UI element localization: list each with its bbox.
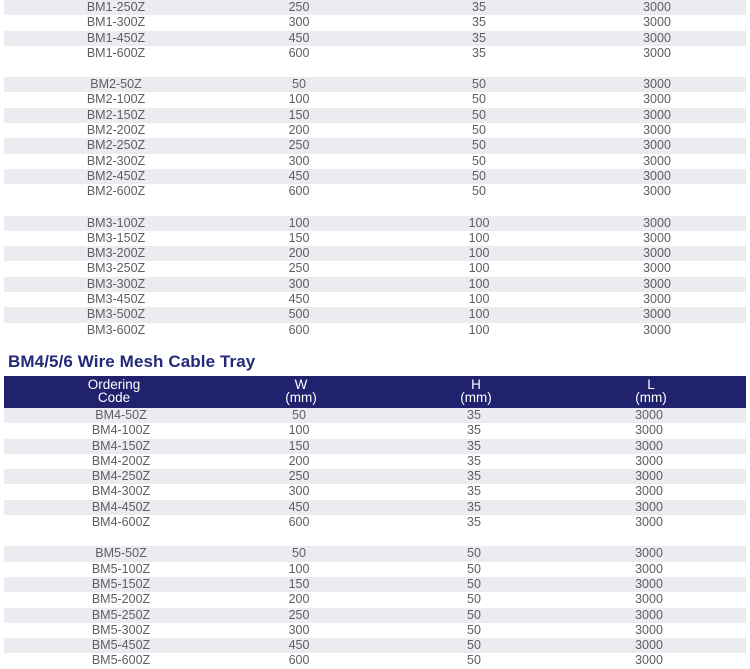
length-cell: 3000 [643,45,671,60]
height-cell: 50 [467,653,481,668]
height-cell: 35 [467,499,481,514]
upper-spec-table [4,0,746,338]
length-cell: 3000 [643,107,671,122]
length-cell: 3000 [635,622,663,637]
table-row [4,92,746,107]
ordering-code-cell: BM1-600Z [86,45,146,60]
height-cell: 50 [467,638,481,653]
table-row [4,154,746,169]
length-cell: 3000 [643,77,671,92]
width-cell: 450 [288,168,310,183]
height-cell: 35 [472,45,486,60]
ordering-code-cell: BM4-50Z [95,408,147,422]
height-cell: 100 [468,276,490,291]
length-cell: 3000 [643,276,671,291]
ordering-code-cell: BM4-150Z [91,438,151,453]
height-cell: 50 [467,622,481,637]
table-row [4,423,746,438]
width-cell: 600 [288,45,310,60]
length-cell: 3000 [643,138,671,153]
width-cell: 450 [288,499,310,514]
length-cell: 3000 [643,30,671,45]
table-row [4,469,746,484]
table-row [4,307,746,322]
table-row [4,292,746,307]
width-cell: 250 [288,469,310,484]
ordering-code-cell: BM2-200Z [86,123,146,138]
width-cell: 150 [288,438,310,453]
length-cell: 3000 [643,168,671,183]
ordering-code-cell: BM3-500Z [86,307,146,322]
table-row [4,31,746,46]
width-cell: 150 [288,576,310,591]
width-cell: 200 [288,123,310,138]
height-cell: 50 [472,107,486,122]
width-cell: 450 [288,30,310,45]
table-row [4,277,746,292]
length-cell: 3000 [643,92,671,107]
length-cell: 3000 [643,322,671,337]
ordering-code-cell: BM5-300Z [91,622,151,637]
width-cell: 50 [292,408,306,422]
ordering-code-cell: BM3-100Z [86,215,146,230]
length-cell: 3000 [635,561,663,576]
ordering-code-cell: BM3-250Z [86,261,146,276]
length-cell: 3000 [635,607,663,622]
length-cell: 3000 [635,576,663,591]
length-cell: 3000 [643,246,671,261]
height-cell: 35 [467,438,481,453]
ordering-code-cell: BM3-450Z [86,292,146,307]
height-cell: 35 [472,30,486,45]
ordering-code-cell: BM2-100Z [86,92,146,107]
table-header [4,376,746,408]
length-cell: 3000 [643,215,671,230]
height-cell: 35 [467,469,481,484]
width-cell: 300 [288,15,310,30]
ordering-code-cell: BM4-200Z [91,453,151,468]
length-cell: 3000 [643,230,671,245]
group-separator [4,61,746,77]
length-cell: 3000 [643,153,671,168]
height-cell: 35 [467,423,481,438]
length-cell: 3000 [635,546,663,561]
width-cell: 450 [288,638,310,653]
table-row [4,77,746,92]
table-row [4,138,746,153]
table-row [4,216,746,231]
table-row [4,546,746,561]
length-cell: 3000 [643,184,671,199]
table-row [4,184,746,199]
height-cell: 100 [468,307,490,322]
ordering-code-cell: BM3-600Z [86,322,146,337]
ordering-code-cell: BM4-100Z [91,423,151,438]
width-cell: 600 [288,653,310,668]
table-row [4,323,746,338]
ordering-code-cell: BM3-300Z [86,276,146,291]
length-cell: 3000 [635,453,663,468]
table-row [4,608,746,623]
width-cell: 100 [288,561,310,576]
ordering-code-cell: BM2-300Z [86,153,146,168]
header-ordering-code: Ordering Code [87,377,141,405]
height-cell: 50 [472,168,486,183]
height-cell: 35 [472,0,486,14]
table-row [4,562,746,577]
width-cell: 250 [288,138,310,153]
width-cell: 50 [292,546,306,561]
height-cell: 35 [467,453,481,468]
width-cell: 250 [288,261,310,276]
length-cell: 3000 [635,423,663,438]
length-cell: 3000 [643,292,671,307]
length-cell: 3000 [643,123,671,138]
section-title: BM4/5/6 Wire Mesh Cable Tray [8,352,256,371]
ordering-code-cell: BM4-300Z [91,484,151,499]
height-cell: 50 [467,607,481,622]
width-cell: 600 [288,515,310,530]
height-cell: 100 [468,215,490,230]
width-cell: 300 [288,276,310,291]
length-cell: 3000 [635,592,663,607]
table-row [4,261,746,276]
table-row [4,484,746,499]
length-cell: 3000 [635,638,663,653]
width-cell: 100 [288,423,310,438]
width-cell: 100 [288,215,310,230]
header-width: W (mm) [285,377,317,405]
ordering-code-cell: BM5-600Z [91,653,151,668]
height-cell: 100 [468,292,490,307]
height-cell: 100 [468,322,490,337]
ordering-code-cell: BM5-250Z [91,607,151,622]
height-cell: 50 [467,592,481,607]
table-row [4,638,746,653]
length-cell: 3000 [635,484,663,499]
height-cell: 50 [467,576,481,591]
height-cell: 50 [472,123,486,138]
group-separator [4,530,746,546]
width-cell: 50 [292,77,306,92]
table-row [4,15,746,30]
height-cell: 100 [468,261,490,276]
table-row [4,623,746,638]
ordering-code-cell: BM5-150Z [91,576,151,591]
length-cell: 3000 [635,653,663,668]
length-cell: 3000 [635,438,663,453]
width-cell: 300 [288,622,310,637]
length-cell: 3000 [635,469,663,484]
table-row [4,592,746,607]
group-separator [4,200,746,216]
table-row [4,653,746,668]
ordering-code-cell: BM4-250Z [91,469,151,484]
table-row [4,408,746,423]
width-cell: 600 [288,184,310,199]
length-cell: 3000 [643,261,671,276]
width-cell: 300 [288,153,310,168]
ordering-code-cell: BM3-200Z [86,246,146,261]
ordering-code-cell: BM4-450Z [91,499,151,514]
height-cell: 100 [468,230,490,245]
ordering-code-cell: BM5-450Z [91,638,151,653]
height-cell: 50 [472,184,486,199]
ordering-code-cell: BM1-300Z [86,15,146,30]
height-cell: 35 [467,515,481,530]
width-cell: 600 [288,322,310,337]
ordering-code-cell: BM3-150Z [86,230,146,245]
length-cell: 3000 [635,515,663,530]
height-cell: 50 [467,561,481,576]
height-cell: 35 [467,484,481,499]
length-cell: 3000 [643,15,671,30]
table-row [4,169,746,184]
ordering-code-cell: BM2-150Z [86,107,146,122]
length-cell: 3000 [635,499,663,514]
height-cell: 35 [467,408,481,422]
table-row [4,231,746,246]
table-row [4,108,746,123]
header-height: H (mm) [460,377,492,405]
ordering-code-cell: BM5-200Z [91,592,151,607]
table-row [4,454,746,469]
width-cell: 100 [288,92,310,107]
width-cell: 150 [288,230,310,245]
lower-spec-table [4,408,746,669]
height-cell: 50 [472,92,486,107]
length-cell: 3000 [643,307,671,322]
height-cell: 35 [472,15,486,30]
width-cell: 200 [288,453,310,468]
table-row [4,439,746,454]
ordering-code-cell: BM4-600Z [91,515,151,530]
ordering-code-cell: BM2-600Z [86,184,146,199]
ordering-code-cell: BM1-450Z [86,30,146,45]
table-row [4,0,746,15]
height-cell: 50 [472,138,486,153]
width-cell: 200 [288,592,310,607]
table-row [4,500,746,515]
width-cell: 500 [288,307,310,322]
ordering-code-cell: BM1-250Z [86,0,146,14]
height-cell: 50 [472,77,486,92]
table-row [4,123,746,138]
ordering-code-cell: BM5-100Z [91,561,151,576]
table-row [4,46,746,61]
length-cell: 3000 [643,0,671,14]
ordering-code-cell: BM5-50Z [95,546,147,561]
height-cell: 50 [467,546,481,561]
ordering-code-cell: BM2-50Z [90,77,142,92]
width-cell: 450 [288,292,310,307]
width-cell: 250 [288,607,310,622]
table-row [4,515,746,530]
width-cell: 200 [288,246,310,261]
width-cell: 300 [288,484,310,499]
width-cell: 250 [288,0,310,14]
ordering-code-cell: BM2-250Z [86,138,146,153]
length-cell: 3000 [635,408,663,422]
ordering-code-cell: BM2-450Z [86,168,146,183]
height-cell: 100 [468,246,490,261]
width-cell: 150 [288,107,310,122]
table-row [4,577,746,592]
table-row [4,246,746,261]
height-cell: 50 [472,153,486,168]
header-length: L (mm) [635,377,667,405]
